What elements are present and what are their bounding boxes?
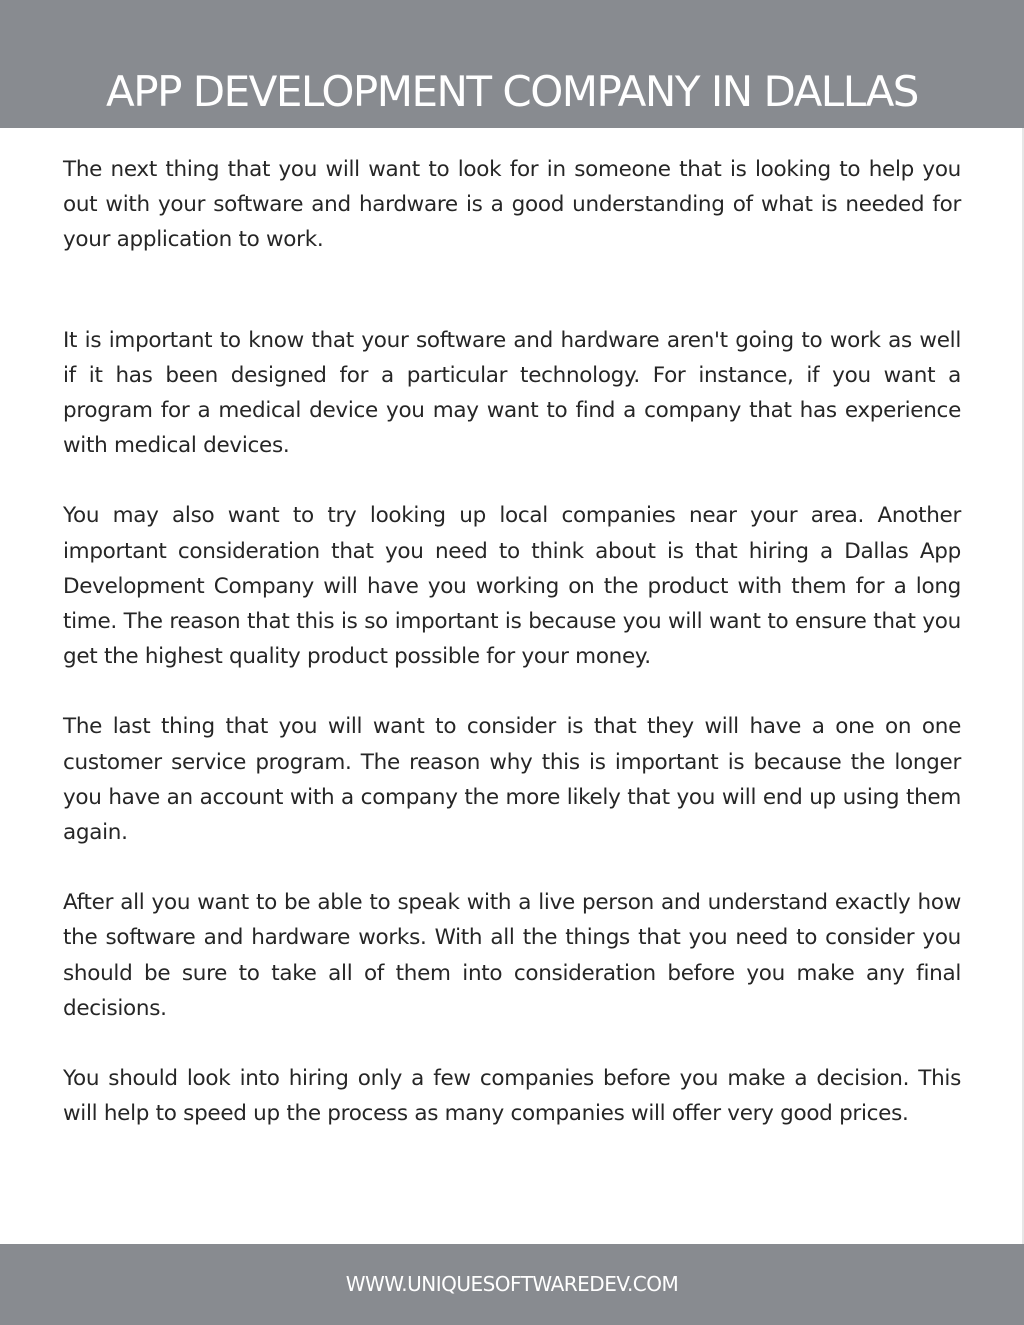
paragraph: The next thing that you will want to look for in someone that is looking to help you out with your software and hardware is a good understanding of what is needed for your application to work. [63,157,961,253]
page-title: APP DEVELOPMENT COMPANY IN DALLAS [106,67,918,117]
paragraph: You should look into hiring only a few companies before you make a decision. This will help to speed up the process as many companies will offer very good prices. [63,1066,961,1127]
header-band [0,0,1024,128]
paragraph: After all you want to be able to speak with a live person and understand exactly how the software and hardware works. With all the things that you need to consider you should be sure to take all of them into consideration before you make any final decisions. [63,890,961,1021]
document-body [63,152,961,1131]
paragraph: You may also want to try looking up local companies near your area. Another important consideration that you need to think about is that hiring a Dallas App Development Company will have you working on the product with them for a long time. The reason that this is so important is because you will want to ensure that you get the highest quality product possible for your money. [63,503,961,670]
website-link[interactable]: WWW.UNIQUESOFTWAREDEV.COM [345,1272,679,1296]
paragraph: It is important to know that your software and hardware aren't going to work as well if it has been designed for a particular technology. For instance, if you want a program for a medical device you may want to find a company that has experience with medical devices. [63,327,961,459]
footer-band [0,1244,1024,1325]
paragraph: The last thing that you will want to consider is that they will have a one on one customer service program. The reason why this is important is because the longer you have an account with a company the more likely that you will end up using them again. [63,714,961,846]
